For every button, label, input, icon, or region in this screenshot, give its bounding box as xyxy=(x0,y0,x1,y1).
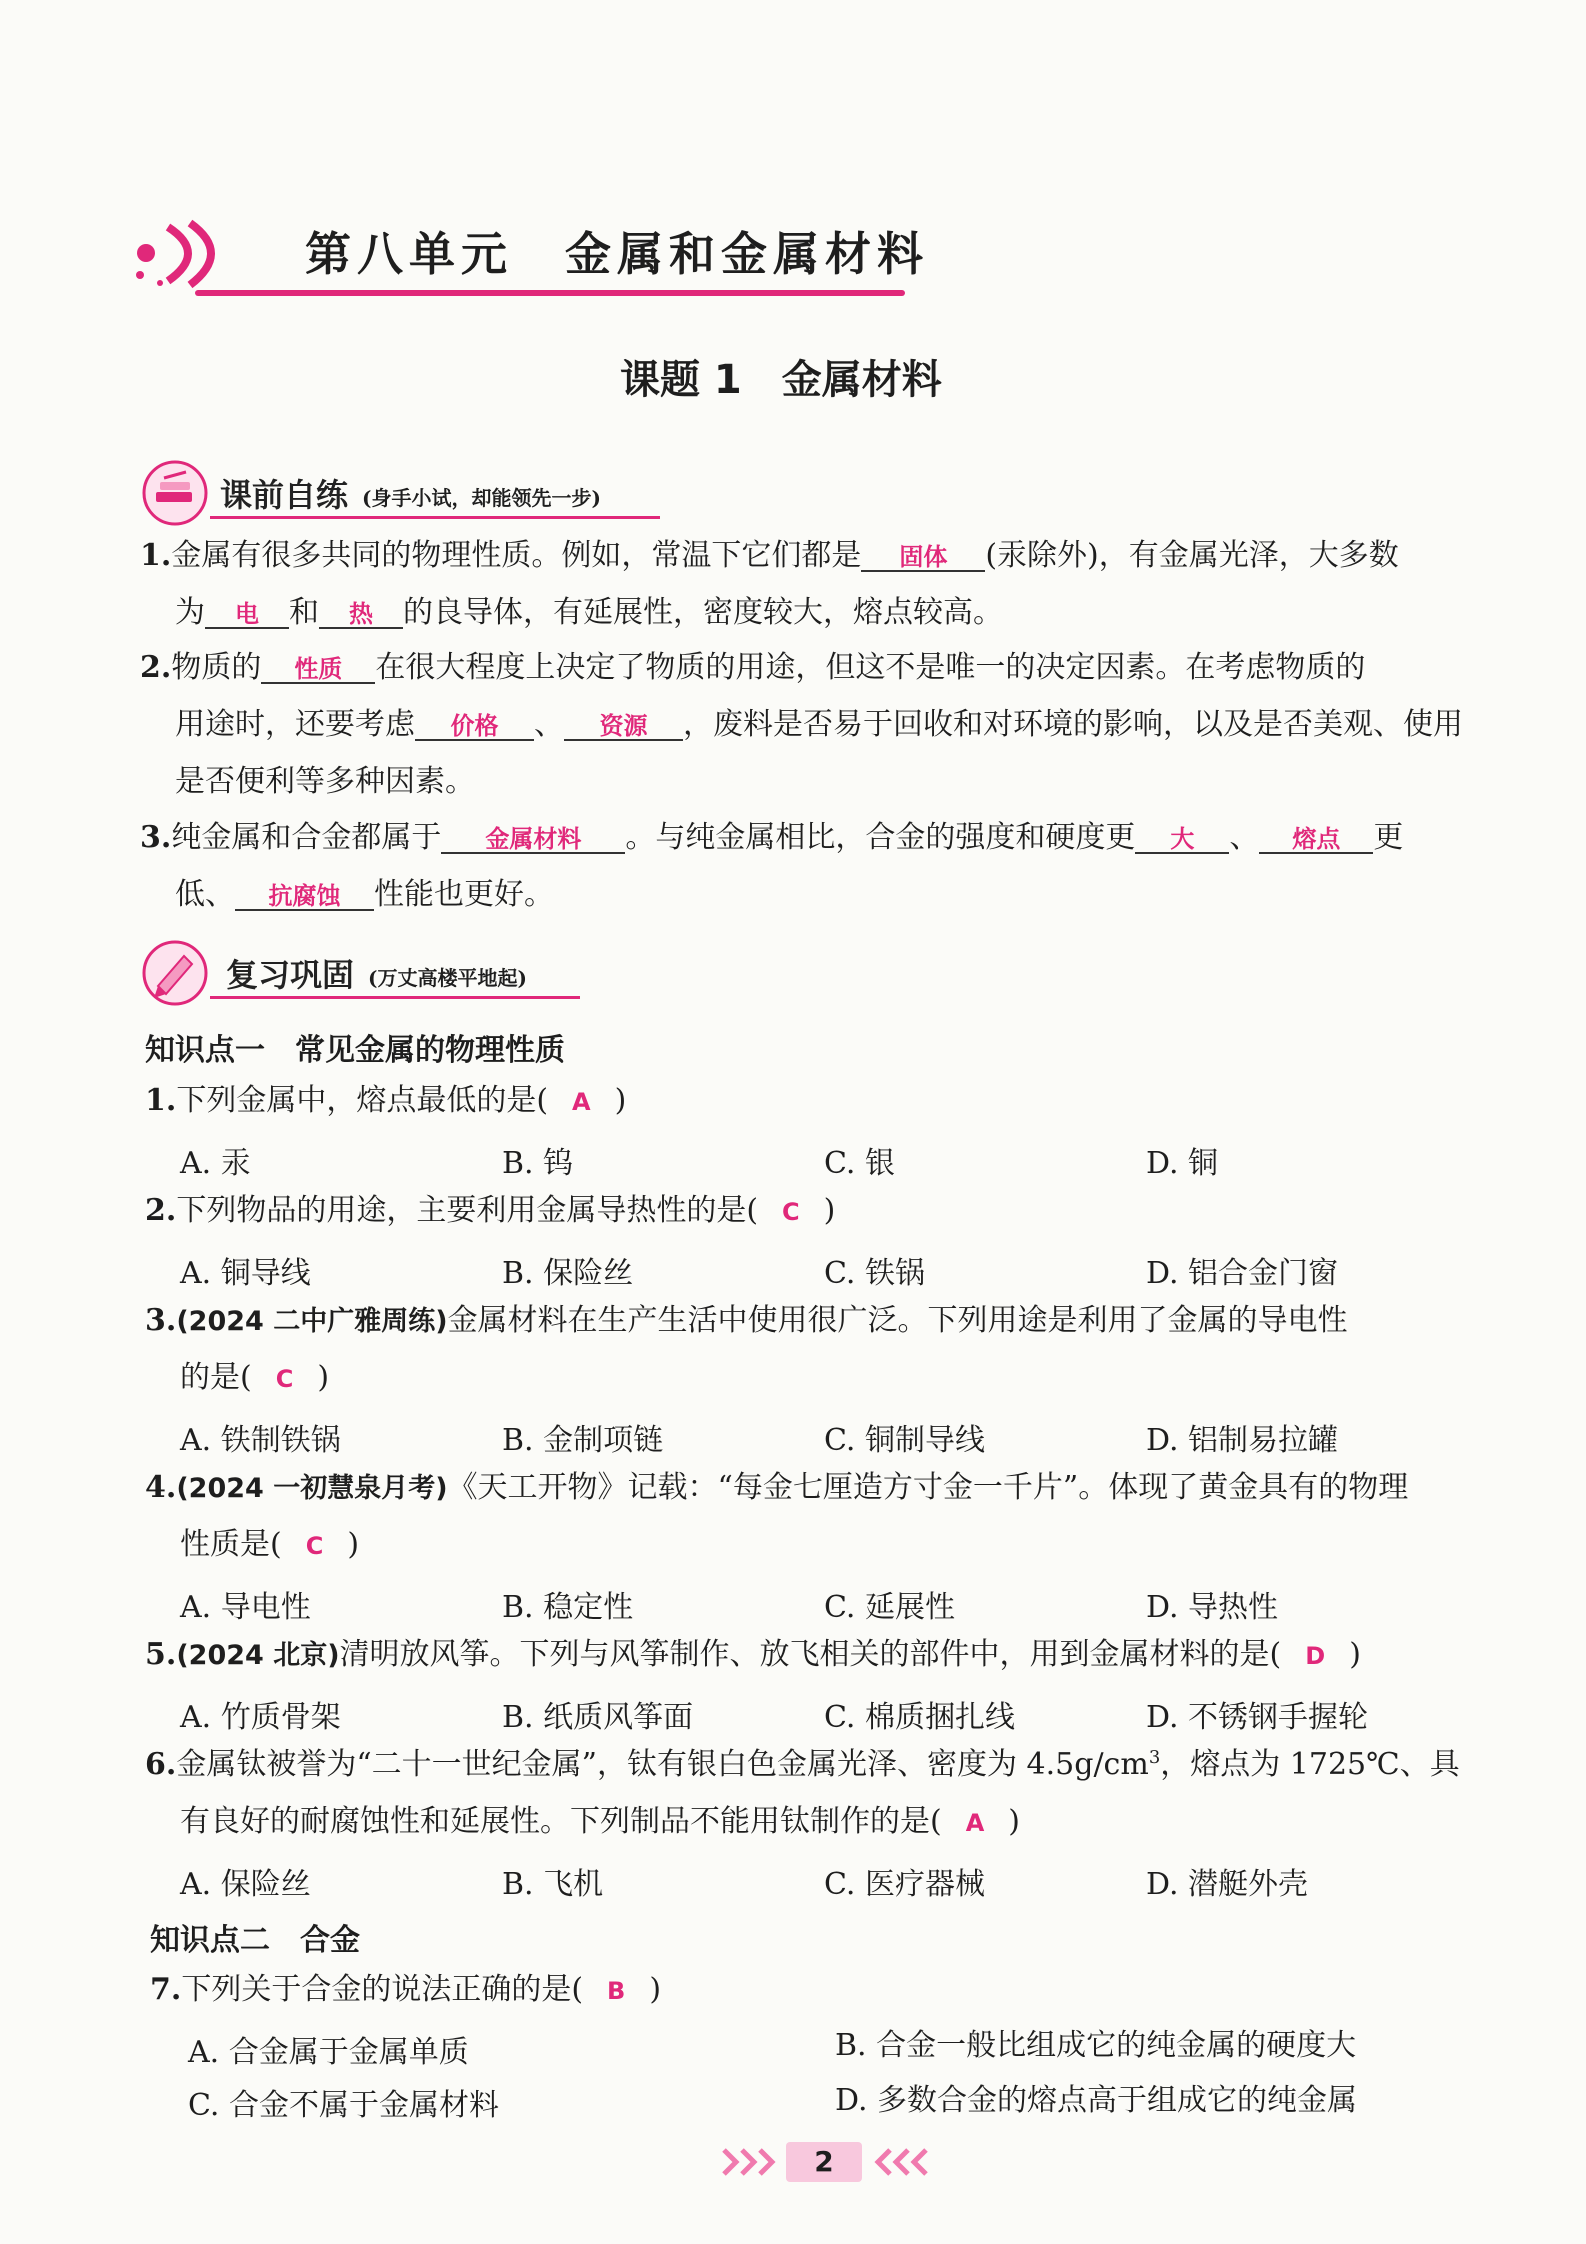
blank-answer: 大 xyxy=(1135,826,1229,854)
pre-q3-line2: 低、 抗腐蚀 性能也更好。 xyxy=(175,877,554,912)
pre-q1-line1: 1.金属有很多共同的物理性质。例如，常温下它们都是 固体 (汞除外)，有金属光泽，大多数 xyxy=(140,538,1399,573)
option: A. 铜导线 xyxy=(180,1256,311,1291)
question-2: 2.下列物品的用途，主要利用金属导热性的是( C ) xyxy=(145,1193,836,1228)
blank-answer: 性质 xyxy=(261,656,375,684)
knowledge-point-2: 知识点二 合金 xyxy=(150,1923,360,1958)
pre-q1-line2: 为 电 和 热 的良导体，有延展性，密度较大，熔点较高。 xyxy=(175,595,1003,630)
choice-answer: C xyxy=(782,1198,800,1226)
option: D. 多数合金的熔点高于组成它的纯金属 xyxy=(835,2083,1358,2118)
section-review-underline xyxy=(210,996,580,999)
page-footer xyxy=(720,2140,930,2184)
lesson-title: 课题 1 金属材料 xyxy=(620,357,942,403)
option: A. 铁制铁锅 xyxy=(180,1423,341,1458)
section-review-title: 复习巩固 xyxy=(226,956,355,994)
section-pre-subtitle: (身手小试，却能领先一步) xyxy=(362,486,601,510)
question-4: 4.(2024 一初慧泉月考)《天工开物》记载：“每金七厘造方寸金一千片”。体现了黄金具有的物理 xyxy=(145,1470,1409,1505)
option: A. 导电性 xyxy=(180,1590,311,1625)
option: C. 医疗器械 xyxy=(824,1867,985,1902)
option: B. 钨 xyxy=(502,1146,574,1181)
choice-answer: C xyxy=(275,1365,294,1393)
option: B. 稳定性 xyxy=(502,1590,634,1625)
option: B. 飞机 xyxy=(502,1867,604,1902)
chevrons-right-icon xyxy=(720,2146,780,2178)
book-icon xyxy=(140,458,210,528)
choice-answer: A xyxy=(572,1088,591,1116)
chevrons-left-icon xyxy=(870,2146,930,2178)
blank-answer: 固体 xyxy=(861,544,985,572)
option: D. 铝制易拉罐 xyxy=(1146,1423,1339,1458)
question-6-line2: 有良好的耐腐蚀性和延展性。下列制品不能用钛制作的是( A ) xyxy=(180,1804,1021,1839)
choice-answer: D xyxy=(1305,1642,1326,1670)
blank-answer: 抗腐蚀 xyxy=(235,883,374,911)
option: B. 纸质风筝面 xyxy=(502,1700,694,1735)
option: C. 延展性 xyxy=(824,1590,955,1625)
option: A. 合金属于金属单质 xyxy=(188,2035,469,2070)
pre-q2-line2: 用途时，还要考虑 价格 、 资源 ，废料是否易于回收和对环境的影响，以及是否美观、使用 xyxy=(175,707,1463,742)
option: A. 汞 xyxy=(180,1146,251,1181)
pre-q2-line1: 2.物质的 性质 在很大程度上决定了物质的用途，但这不是唯一的决定因素。在考虑物质的 xyxy=(140,650,1366,685)
section-review-subtitle: (万丈高楼平地起) xyxy=(368,966,527,990)
choice-answer: A xyxy=(965,1809,985,1837)
knowledge-point-1: 知识点一 常见金属的物理性质 xyxy=(145,1033,565,1068)
option: B. 合金一般比组成它的纯金属的硬度大 xyxy=(835,2028,1357,2063)
option: D. 不锈钢手握轮 xyxy=(1146,1700,1369,1735)
choice-answer: B xyxy=(607,1977,626,2005)
option: D. 导热性 xyxy=(1146,1590,1279,1625)
option: B. 金制项链 xyxy=(502,1423,664,1458)
question-7: 7.下列关于合金的说法正确的是( B ) xyxy=(150,1972,662,2007)
option: C. 铁锅 xyxy=(824,1256,925,1291)
banner-decoration xyxy=(128,215,248,295)
option: D. 铝合金门窗 xyxy=(1146,1256,1339,1291)
blank-answer: 金属材料 xyxy=(441,826,625,854)
option: C. 银 xyxy=(824,1146,895,1181)
blank-answer: 热 xyxy=(319,601,403,629)
blank-answer: 价格 xyxy=(415,713,534,741)
question-5: 5.(2024 北京)清明放风筝。下列与风筝制作、放飞相关的部件中，用到金属材料的是( D ) xyxy=(145,1637,1361,1672)
unit-title: 第八单元 金属和金属材料 xyxy=(305,227,929,281)
choice-answer: C xyxy=(305,1532,324,1560)
page-number-box xyxy=(786,2142,862,2182)
question-1: 1.下列金属中，熔点最低的是( A ) xyxy=(145,1083,627,1118)
question-4-line2: 性质是( C ) xyxy=(180,1527,360,1562)
question-3: 3.(2024 二中广雅周练)金属材料在生产生活中使用很广泛。下列用途是利用了金属的导电性 xyxy=(145,1303,1348,1338)
pencil-icon xyxy=(140,938,210,1008)
option: D. 潜艇外壳 xyxy=(1146,1867,1309,1902)
banner-underline xyxy=(195,290,905,296)
section-pre-title: 课前自练 xyxy=(220,476,349,514)
option: A. 保险丝 xyxy=(180,1867,311,1902)
section-review-header xyxy=(140,938,610,1008)
question-6: 6.金属钛被誉为“二十一世纪金属”，钛有银白色金属光泽、密度为 $4.5g/cm^3$，熔点为 1725℃、具 xyxy=(145,1747,1460,1782)
page-number: 2 xyxy=(814,2145,834,2178)
option: C. 棉质捆扎线 xyxy=(824,1700,1015,1735)
blank-answer: 熔点 xyxy=(1259,826,1373,854)
option: D. 铜 xyxy=(1146,1146,1219,1181)
blank-answer: 电 xyxy=(205,601,289,629)
option: B. 保险丝 xyxy=(502,1256,634,1291)
section-pre-underline xyxy=(210,516,660,519)
pre-q3-line1: 3.纯金属和合金都属于 金属材料 。与纯金属相比，合金的强度和硬度更 大 、 熔点 更 xyxy=(140,820,1404,855)
question-3-line2: 的是( C ) xyxy=(180,1360,330,1395)
option: A. 竹质骨架 xyxy=(180,1700,341,1735)
option: C. 铜制导线 xyxy=(824,1423,985,1458)
option: C. 合金不属于金属材料 xyxy=(188,2088,499,2123)
pre-q2-line3: 是否便利等多种因素。 xyxy=(175,764,475,799)
section-pre-header xyxy=(140,458,680,528)
blank-answer: 资源 xyxy=(564,713,683,741)
